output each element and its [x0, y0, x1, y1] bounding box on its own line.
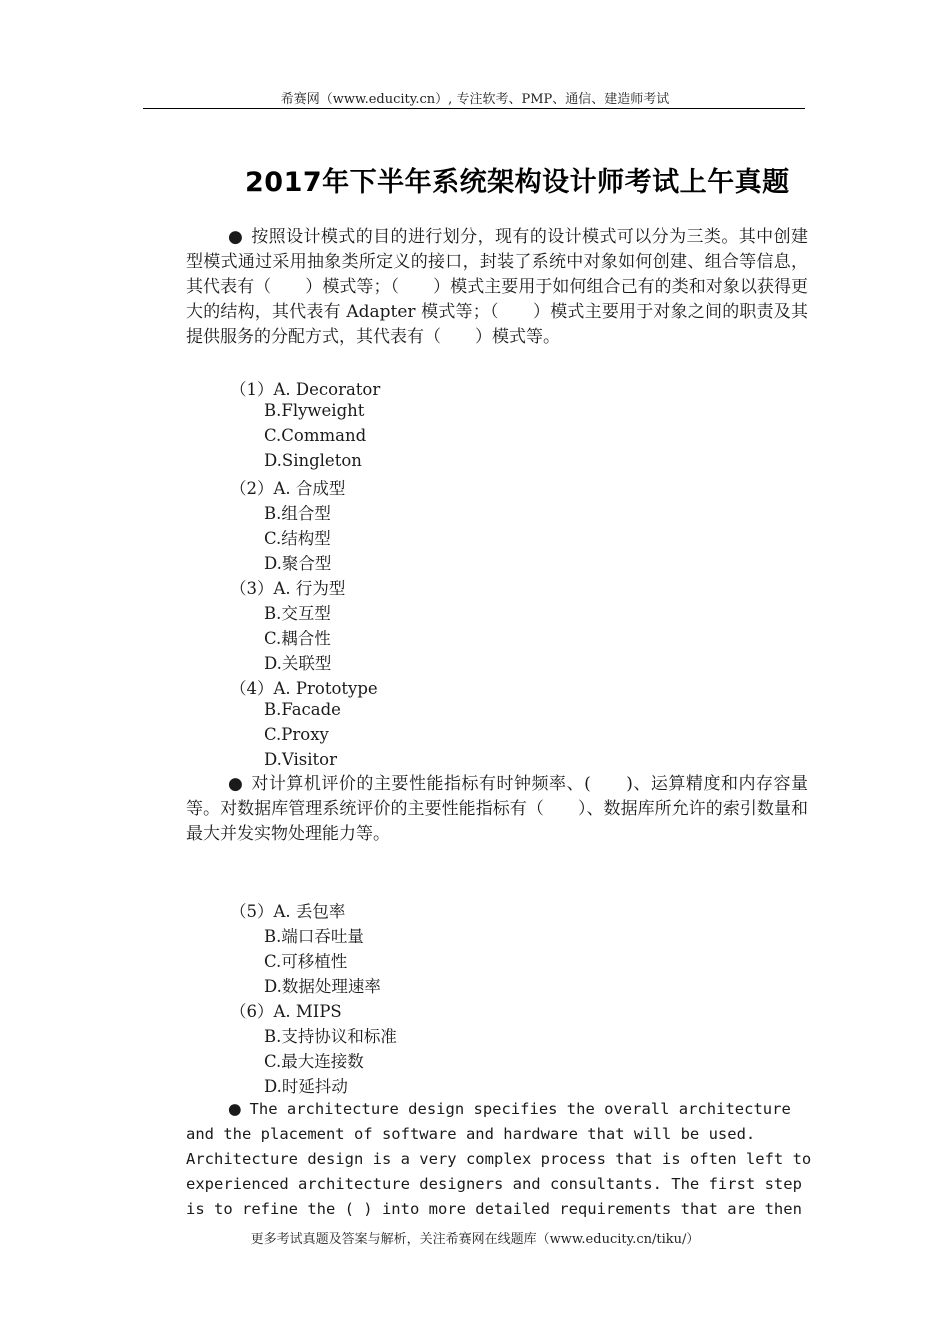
question-2-text: 对计算机评价的主要性能指标有时钟频率、( )、运算精度和内存容量等。对数据库管理系统评价的主要性能指标有（ ）、数据库所允许的索引数量和最大并发实物处理能力等。	[186, 774, 809, 844]
option-item: B.组合型	[264, 504, 331, 523]
document-title: 2017年下半年系统架构设计师考试上午真题	[245, 167, 790, 198]
passage-line: Architecture design is a very complex process that is often left to	[186, 1150, 812, 1168]
page-footer: 更多考试真题及答案与解析，关注希赛网在线题库（www.educity.cn/tiku/）	[250, 1232, 700, 1247]
bullet-icon: ●	[228, 227, 244, 247]
option-item: B.端口吞吐量	[264, 927, 364, 946]
passage-line: The architecture design specifies the overall architecture	[249, 1100, 791, 1118]
question-1-text: 按照设计模式的目的进行划分，现有的设计模式可以分为三类。其中创建型模式通过采用抽象类所定义的接口，封装了系统中对象如何创建、组合等信息，其代表有（ ）模式等；（ ）模式主要用于如何组合己有的类和对象以获得更大的结构，其代表有 Adapter 模式等；（ ）模式主要用于对象之间的职责及其提供服务的分配方式，其代表有（ ）模式等。	[186, 227, 808, 347]
question-4-group-label: （4）A. Prototype	[230, 679, 378, 698]
option-item: B.Flyweight	[264, 401, 365, 420]
question-3-group-label: （3）A. 行为型	[230, 579, 346, 598]
passage-line: experienced architecture designers and consultants. The first step	[186, 1175, 802, 1193]
bullet-icon: ●	[228, 1100, 242, 1118]
page-header: 希赛网（www.educity.cn）, 专注软考、PMP、通信、建造师考试	[280, 92, 670, 107]
question-3-passage	[186, 1097, 812, 1222]
question-1-stem	[186, 225, 808, 350]
option-item: D.Singleton	[264, 451, 362, 470]
option-item: C.耦合性	[264, 629, 331, 648]
passage-line: and the placement of software and hardware that will be used.	[186, 1125, 756, 1143]
option-item: C.结构型	[264, 529, 331, 548]
bullet-icon: ●	[228, 774, 244, 794]
option-item: B.交互型	[264, 604, 331, 623]
option-item: C.Proxy	[264, 725, 329, 744]
question-2-group-label: （2）A. 合成型	[230, 479, 346, 498]
option-item: D.聚合型	[264, 554, 332, 573]
question-2-stem	[186, 772, 808, 847]
option-item: D.时延抖动	[264, 1077, 348, 1096]
option-item: B.Facade	[264, 700, 341, 719]
option-item: D.数据处理速率	[264, 977, 381, 996]
option-item: B.支持协议和标准	[264, 1027, 397, 1046]
question-5-group-label: （5）A. 丢包率	[230, 902, 346, 921]
option-item: C.最大连接数	[264, 1052, 364, 1071]
header-divider	[143, 108, 805, 109]
passage-line: is to refine the ( ) into more detailed requirements that are then	[186, 1200, 802, 1218]
question-6-group-label: （6）A. MIPS	[230, 1002, 342, 1021]
option-item: C.Command	[264, 426, 367, 445]
option-item: D.Visitor	[264, 750, 337, 769]
question-1-group-label: （1）A. Decorator	[230, 380, 381, 399]
option-item: C.可移植性	[264, 952, 348, 971]
option-item: D.关联型	[264, 654, 332, 673]
